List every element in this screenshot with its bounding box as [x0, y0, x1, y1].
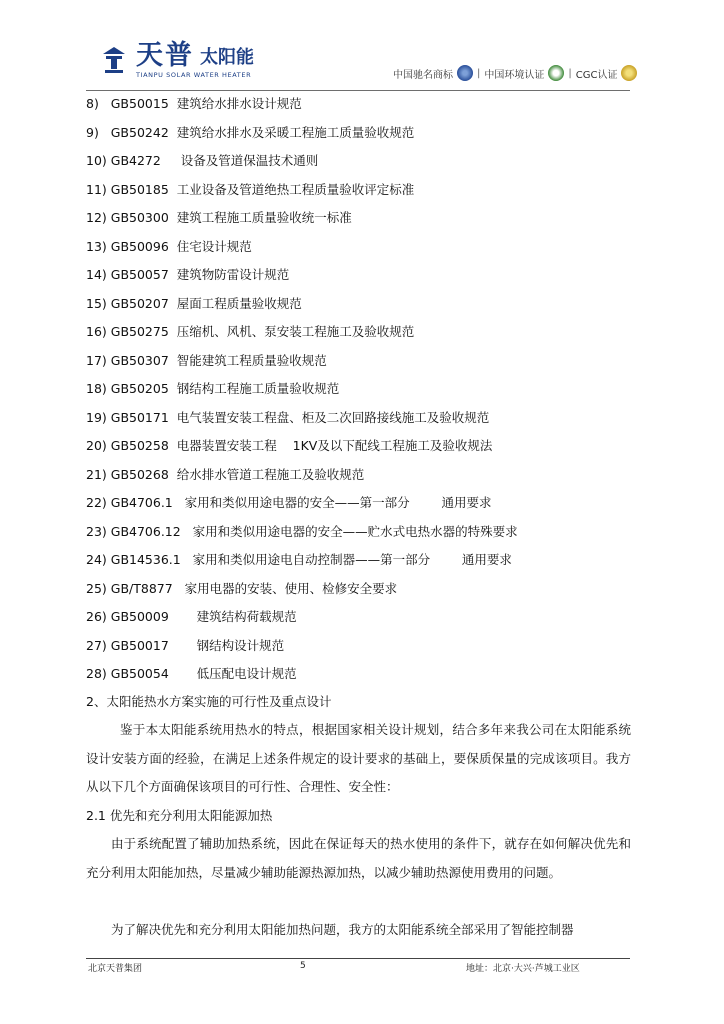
- page-number: 5: [300, 961, 306, 971]
- paragraph: 为了解决优先和充分利用太阳能加热问题，我方的太阳能系统全部采用了智能控制器: [111, 922, 574, 937]
- list-item: 24) GB14536.1 家用和类似用途电自动控制器——第一部分 通用要求: [86, 552, 512, 567]
- certification-strip: [393, 62, 637, 84]
- list-item: 16) GB50275 压缩机、风机、泵安装工程施工及验收规范: [86, 324, 415, 339]
- subsection-heading: 2.1 优先和充分利用太阳能源加热: [86, 808, 273, 823]
- brand-name: 天普: [136, 40, 194, 71]
- environment-badge-icon: [548, 65, 564, 81]
- cert-label-1: 中国驰名商标: [393, 69, 453, 81]
- list-item: 10) GB4272 设备及管道保温技术通则: [86, 153, 319, 168]
- footer-divider: [86, 958, 630, 959]
- logo-icon: [103, 47, 125, 73]
- standards-list: [86, 94, 646, 693]
- cert-separator: |: [568, 67, 572, 79]
- paragraph: 由于系统配置了辅助加热系统，因此在保证每天的热水使用的条件下，就存在如何解决优先和充分利用太阳能加热，尽量减少辅助能源热源加热，以减少辅助热源使用费用的问题。: [86, 836, 631, 880]
- brand-english: TIANPU SOLAR WATER HEATER: [136, 71, 252, 79]
- list-item: 25) GB/T8877 家用电器的安装、使用、检修安全要求: [86, 580, 398, 596]
- list-item: 18) GB50205 钢结构工程施工质量验收规范: [86, 381, 340, 396]
- cgc-badge-icon: [621, 65, 637, 81]
- page-header: [0, 0, 724, 92]
- list-item: 20) GB50258 电器装置安装工程 1KV及以下配线工程施工及验收规法: [86, 438, 493, 453]
- list-item: 28) GB50054 低压配电设计规范: [86, 666, 297, 681]
- list-item: 13) GB50096 住宅设计规范: [86, 238, 252, 254]
- section-heading: 2、太阳能热水方案实施的可行性及重点设计: [86, 694, 332, 709]
- list-item: 8) GB50015 建筑给水排水设计规范: [86, 96, 302, 111]
- list-item: 19) GB50171 电气装置安装工程盘、柜及二次回路接线施工及验收规范: [86, 409, 490, 425]
- list-item: 21) GB50268 给水排水管道工程施工及验收规范: [86, 466, 365, 482]
- cert-separator: |: [477, 67, 481, 79]
- trademark-badge-icon: [457, 65, 473, 81]
- list-item: 11) GB50185 工业设备及管道绝热工程质量验收评定标准: [86, 181, 415, 197]
- list-item: 9) GB50242 建筑给水排水及采暖工程施工质量验收规范: [86, 124, 415, 140]
- header-divider: [86, 90, 630, 91]
- cert-label-2: 中国环境认证: [484, 69, 545, 81]
- footer-address: 地址：北京·大兴·芦城工业区: [466, 964, 580, 974]
- list-item: 22) GB4706.1 家用和类似用途电器的安全——第一部分 通用要求: [86, 495, 492, 510]
- cert-label-3: CGC认证: [575, 69, 618, 81]
- brand-subname: 太阳能: [200, 47, 254, 68]
- paragraph: 鉴于本太阳能系统用热水的特点，根据国家相关设计规划，结合多年来我公司在太阳能系统设计安装方面的经验，在满足上述条件规定的设计要求的基础上，要保质保量的完成该项目。我方从以下几个方面确保该项目的可行性、合理性、安全性：: [86, 722, 631, 795]
- list-item: 27) GB50017 钢结构设计规范: [86, 637, 285, 653]
- footer-company: 北京天普集团: [88, 964, 143, 974]
- list-item: 23) GB4706.12 家用和类似用途电器的安全——贮水式电热水器的特殊要求: [86, 523, 518, 539]
- list-item: 15) GB50207 屋面工程质量验收规范: [86, 295, 302, 311]
- list-item: 12) GB50300 建筑工程施工质量验收统一标准: [86, 210, 352, 225]
- list-item: 26) GB50009 建筑结构荷载规范: [86, 609, 297, 624]
- list-item: 17) GB50307 智能建筑工程质量验收规范: [86, 352, 327, 368]
- list-item: 14) GB50057 建筑物防雷设计规范: [86, 267, 290, 282]
